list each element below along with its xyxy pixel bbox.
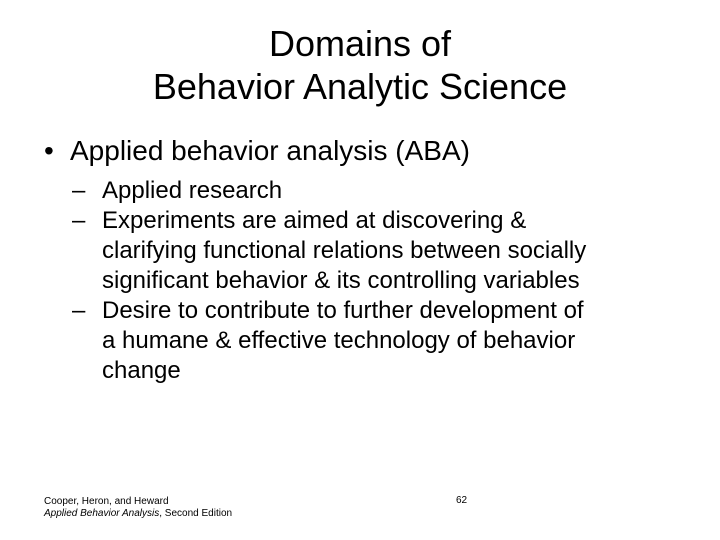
sub-bullet-desire — [72, 296, 692, 386]
footer-citation — [44, 496, 232, 520]
main-bullet — [44, 134, 470, 168]
dash-marker: – — [72, 207, 86, 234]
dash-marker: – — [72, 177, 86, 204]
sub-bullet-line: clarifying functional relations between socially — [102, 237, 587, 264]
sub-bullet-line: change — [102, 357, 181, 384]
slide-title — [0, 22, 720, 108]
sub-bullet-line: Desire to contribute to further development of — [102, 297, 584, 324]
slide-title-line-2: Behavior Analytic Science — [152, 66, 568, 107]
sub-bullet-experiments — [72, 206, 692, 296]
page-number: 62 — [456, 495, 468, 506]
sub-bullet-line: Experiments are aimed at discovering & — [102, 207, 527, 234]
dash-marker: – — [72, 297, 86, 324]
sub-bullet-list — [72, 176, 692, 386]
sub-bullet-line: Applied research — [102, 177, 283, 204]
footer-book-title: Applied Behavior Analysis — [44, 508, 160, 519]
sub-bullet-line: a humane & effective technology of behavior — [102, 327, 576, 354]
sub-bullet-line: significant behavior & its controlling variables — [102, 267, 580, 294]
footer-book-line — [44, 508, 232, 520]
footer-authors: Cooper, Heron, and Heward — [44, 496, 169, 507]
sub-bullet-applied-research — [72, 176, 692, 206]
bullet-marker: • — [44, 135, 54, 166]
main-bullet-text: Applied behavior analysis (ABA) — [70, 135, 470, 166]
footer-edition: , Second Edition — [159, 508, 233, 519]
slide-title-line-1: Domains of — [268, 23, 452, 64]
